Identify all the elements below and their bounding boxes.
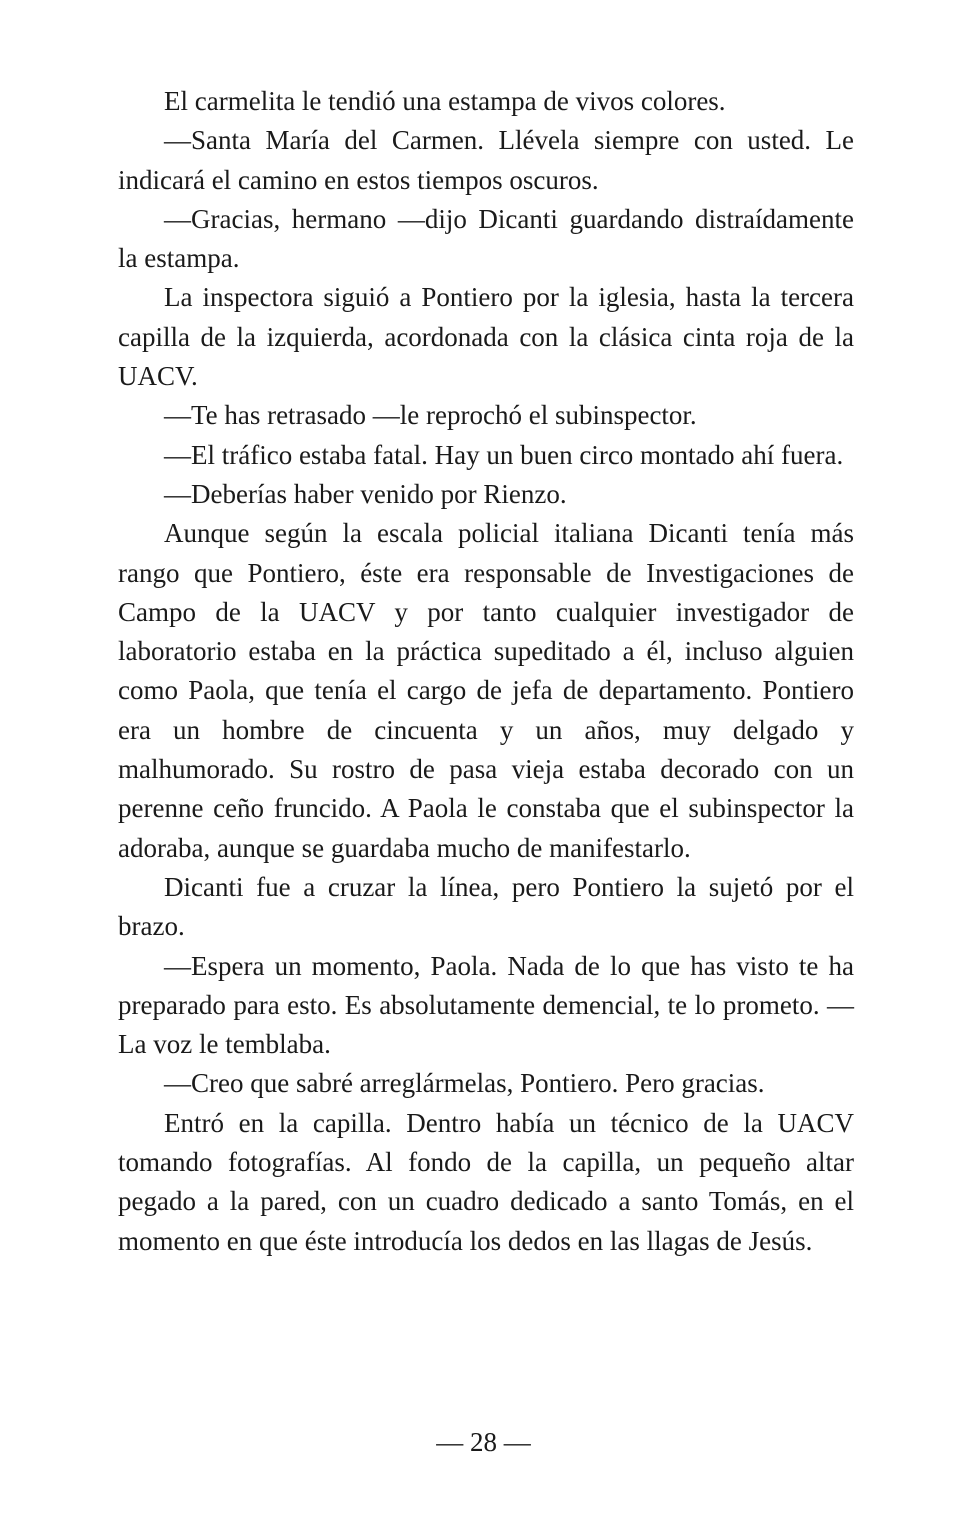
paragraph: La inspectora siguió a Pontiero por la iglesia, hasta la tercera capilla de la izquierda, acordonada con la clásica cinta roja de la UACV. bbox=[118, 282, 854, 392]
paragraph: —Gracias, hermano —dijo Dicanti guardando distraídamente la estampa. bbox=[118, 203, 854, 274]
paragraph: —Te has retrasado —le reprochó el subinspector. bbox=[164, 400, 697, 431]
page-number: — 28 — bbox=[436, 1427, 531, 1457]
paragraph: —Deberías haber venido por Rienzo. bbox=[164, 478, 567, 509]
paragraph: El carmelita le tendió una estampa de vivos colores. bbox=[164, 86, 726, 116]
paragraph: Entró en la capilla. Dentro había un técnico de la UACV tomando fotografías. Al fondo de la capilla, un pequeño altar pegado a la pared, con un cuadro dedicado a santo Tomás, en el momento en que éste introducía los dedos en las llagas de Jesús. bbox=[118, 1107, 854, 1256]
paragraph: —Santa María del Carmen. Llévela siempre con usted. Le indicará el camino en estos tiempos oscuros. bbox=[118, 125, 854, 195]
paragraph: —Creo que sabré arreglármelas, Pontiero. Pero gracias. bbox=[164, 1068, 765, 1099]
paragraph: —El tráfico estaba fatal. Hay un buen circo montado ahí fuera. bbox=[164, 439, 844, 470]
paragraph: Dicanti fue a cruzar la línea, pero Pontiero la sujetó por el brazo. bbox=[118, 871, 854, 942]
body-text bbox=[118, 82, 854, 1261]
paragraph: —Espera un momento, Paola. Nada de lo que has visto te ha preparado para esto. Es absolutamente demencial, te lo prometo. —La voz le temblaba. bbox=[118, 950, 854, 1060]
paragraph: Aunque según la escala policial italiana Dicanti tenía más rango que Pontiero, éste era responsable de Investigaciones de Campo de la UACV y por tanto cualquier investigador de laboratorio estaba en la práctica supeditado a él, incluso alguien como Paola, que tenía el cargo de jefa de departamento. Pontiero era un hombre de cincuenta y un años, muy delgado y malhumorado. Su rostro de pasa vieja estaba decorado con un perenne ceño fruncido. A Paola le constaba que el subinspector la adoraba, aunque se guardaba mucho de manifestarlo. bbox=[118, 518, 854, 863]
